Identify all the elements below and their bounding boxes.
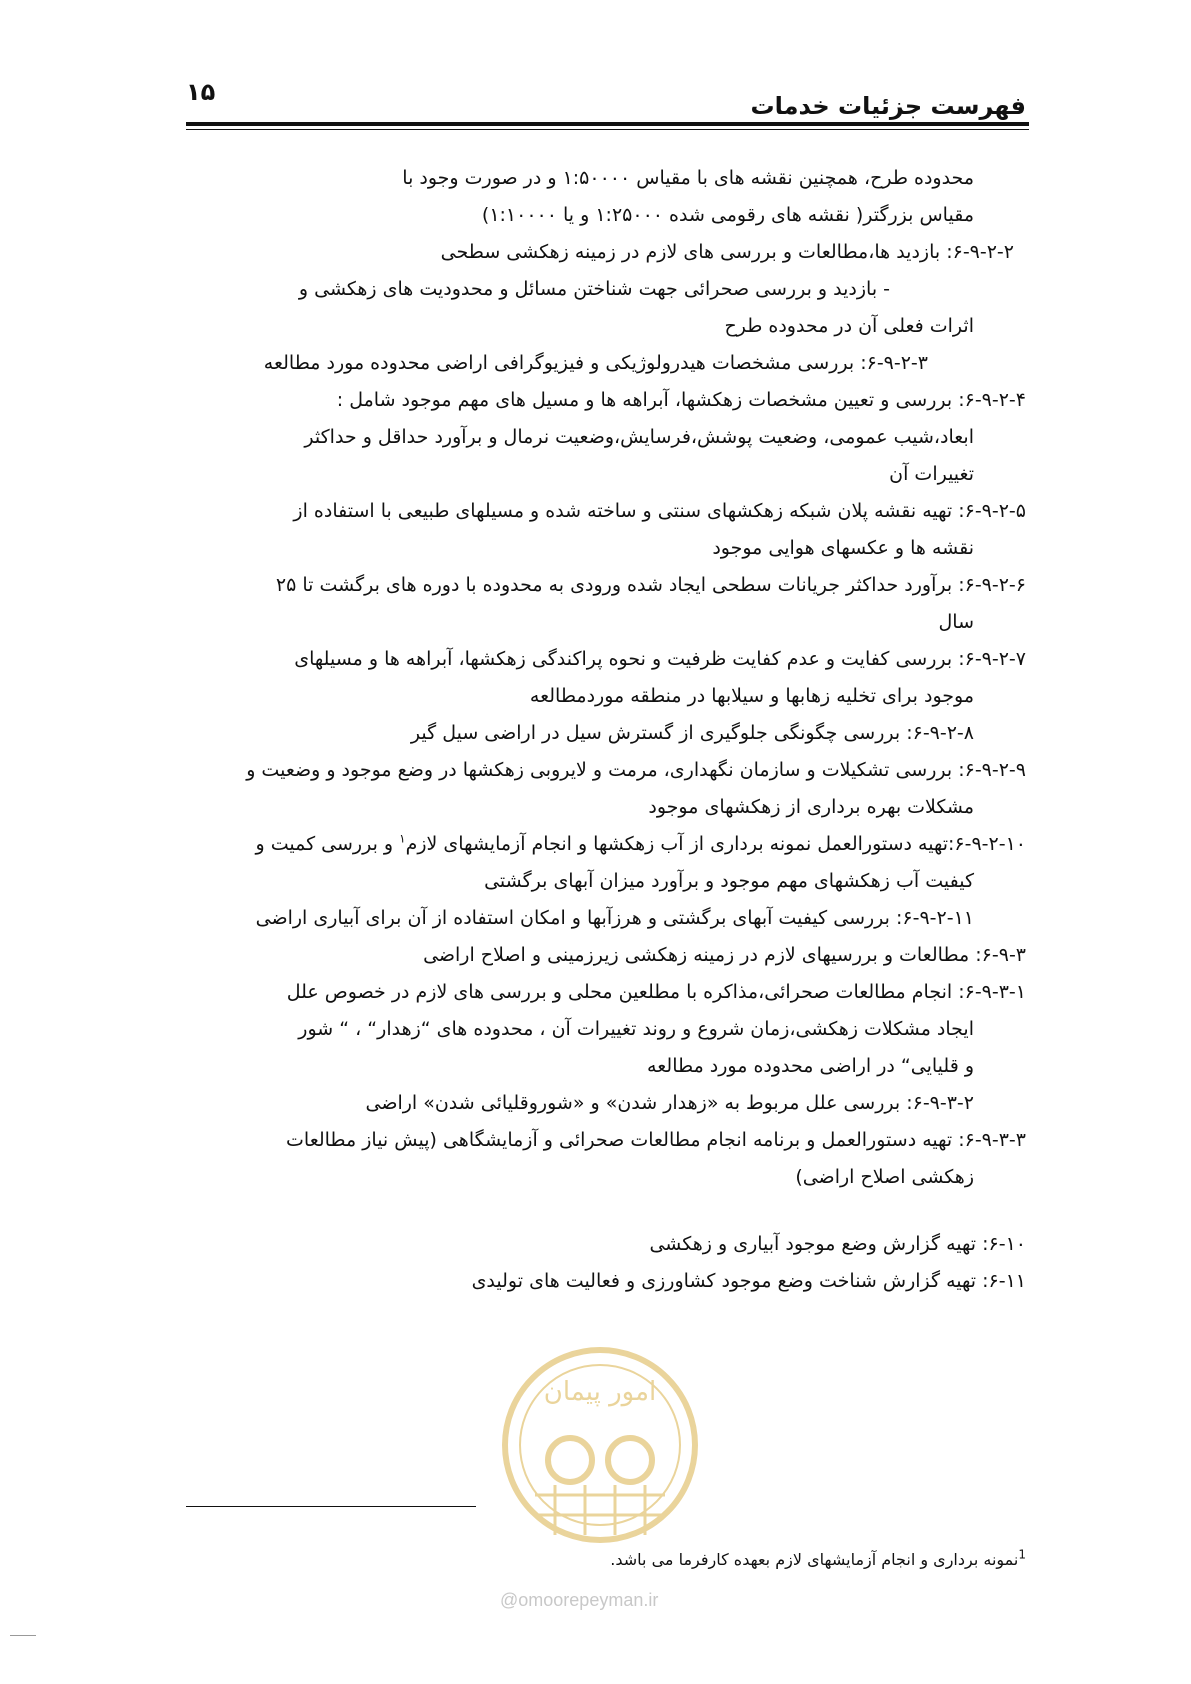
item-6-9-2-10 xyxy=(182,826,1026,863)
item-6-9-3-2: ۶-۹-۳-۲: بررسی علل مربوط به «زهدار شدن» و «شوروقلیائی شدن» اراضی xyxy=(365,1092,974,1114)
item-6-9-2-5: ۶-۹-۲-۵: تهیه نقشه پلان شبکه زهکشهای سنتی و ساخته شده و مسیلهای طبیعی با استفاده از xyxy=(293,500,1026,522)
item-6-10: ۶-۱۰: تهیه گزارش وضع موجود آبیاری و زهکشی xyxy=(649,1233,1026,1255)
watermark-seal-label: امور پیمان xyxy=(543,1377,657,1407)
item-6-9-3-1: ۶-۹-۳-۱: انجام مطالعات صحرائی،مذاکره با مطلعین محلی و بررسی های لازم در خصوص علل xyxy=(286,981,1026,1003)
footnote-rule xyxy=(186,1506,476,1507)
text-line: سال xyxy=(938,611,974,633)
document-body xyxy=(182,160,1026,1300)
item-6-9-2-10-text-cont: و بررسی کمیت و xyxy=(255,833,400,855)
text-line: تغییرات آن xyxy=(889,463,974,485)
item-6-9-3-3: ۶-۹-۳-۳: تهیه دستورالعمل و برنامه انجام مطالعات صحرائی و آزمایشگاهی (پیش نیاز مطالعات xyxy=(286,1129,1026,1151)
footnote-ref: ۱ xyxy=(399,831,406,846)
item-6-9-2-7: ۶-۹-۲-۷: بررسی کفایت و عدم کفایت ظرفیت و نحوه پراکندگی زهکشها، آبراهه ها و مسیلهای xyxy=(294,648,1026,670)
item-6-11: ۶-۱۱: تهیه گزارش شناخت وضع موجود کشاورزی و فعالیت های تولیدی xyxy=(471,1270,1026,1292)
text-line: اثرات فعلی آن در محدوده طرح xyxy=(724,315,974,337)
watermark-text: @omoorepeyman.ir xyxy=(500,1590,659,1610)
text-line: موجود برای تخلیه زهابها و سیلابها در منطقه موردمطالعه xyxy=(529,685,974,707)
text-line: مشکلات بهره برداری از زهکشهای موجود xyxy=(648,796,974,818)
text-line: مقیاس بزرگتر( نقشه های رقومی شده ۱:۲۵۰۰۰ و یا ۱:۱۰۰۰۰) xyxy=(481,204,974,226)
text-line: ابعاد،شیب عمومی، وضعیت پوشش،فرسایش،وضعیت نرمال و برآورد حداقل و حداکثر xyxy=(304,426,974,448)
page-number: ۱۵ xyxy=(186,78,216,106)
item-6-9-2-8: ۶-۹-۲-۸: بررسی چگونگی جلوگیری از گسترش سیل در اراضی سیل گیر xyxy=(410,722,974,744)
text-line: ایجاد مشکلات زهکشی،زمان شروع و روند تغییرات آن ، محدوده های “زهدار“ ، “ شور xyxy=(298,1018,974,1040)
item-6-9-2-11: ۶-۹-۲-۱۱: بررسی کیفیت آبهای برگشتی و هرزآبها و امکان استفاده از آن برای آبیاری اراضی xyxy=(255,907,974,929)
item-6-9-2-3: ۶-۹-۲-۳: بررسی مشخصات هیدرولوژیکی و فیزیوگرافی اراضی محدوده مورد مطالعه xyxy=(263,352,928,374)
text-line: و قلیایی“ در اراضی محدوده مورد مطالعه xyxy=(647,1055,974,1077)
text-line: نقشه ها و عکسهای هوایی موجود xyxy=(712,537,974,559)
item-6-9-2-6: ۶-۹-۲-۶: برآورد حداکثر جریانات سطحی ایجاد شده ورودی به محدوده با دوره های برگشت تا ۲۵ xyxy=(275,574,1026,596)
bullet-item: - بازدید و بررسی صحرائی جهت شناختن مسائل و محدودیت های زهکشی و xyxy=(298,278,890,300)
header-title: فهرست جزئیات خدمات xyxy=(750,92,1026,120)
item-6-9-2-4: ۶-۹-۲-۴: بررسی و تعیین مشخصات زهکشها، آبراهه ها و مسیل های مهم موجود شامل : xyxy=(336,389,1026,411)
item-6-9-2-9: ۶-۹-۲-۹: بررسی تشکیلات و سازمان نگهداری، مرمت و لایروبی زهکشها در وضع موجود و وضعیت و xyxy=(246,759,1026,781)
header-rule-thin xyxy=(186,129,1029,130)
footnote xyxy=(610,1547,1026,1569)
footnote-marker: 1 xyxy=(1018,1547,1026,1562)
item-6-9-2-2: ۶-۹-۲-۲: بازدید ها،مطالعات و بررسی های لازم در زمینه زهکشی سطحی xyxy=(440,241,1014,263)
watermark-seal-icon xyxy=(490,1330,710,1560)
item-6-9-3: ۶-۹-۳: مطالعات و بررسیهای لازم در زمینه زهکشی زیرزمینی و اصلاح اراضی xyxy=(423,944,1026,966)
text-line: زهکشی اصلاح اراضی) xyxy=(795,1166,974,1188)
footnote-text: نمونه برداری و انجام آزمایشهای لازم بعهده کارفرما می باشد. xyxy=(610,1550,1019,1569)
header-rule-thick xyxy=(186,122,1029,126)
margin-mark xyxy=(10,1635,36,1636)
item-6-9-2-10-text: ۶-۹-۲-۱۰:تهیه دستورالعمل نمونه برداری از آب زهکشها و انجام آزمایشهای لازم xyxy=(405,833,1026,855)
text-line: محدوده طرح، همچنین نقشه های با مقیاس ۱:۵۰۰۰۰ و در صورت وجود با xyxy=(402,167,974,189)
text-line: کیفیت آب زهکشهای مهم موجود و برآورد میزان آبهای برگشتی xyxy=(484,870,974,892)
